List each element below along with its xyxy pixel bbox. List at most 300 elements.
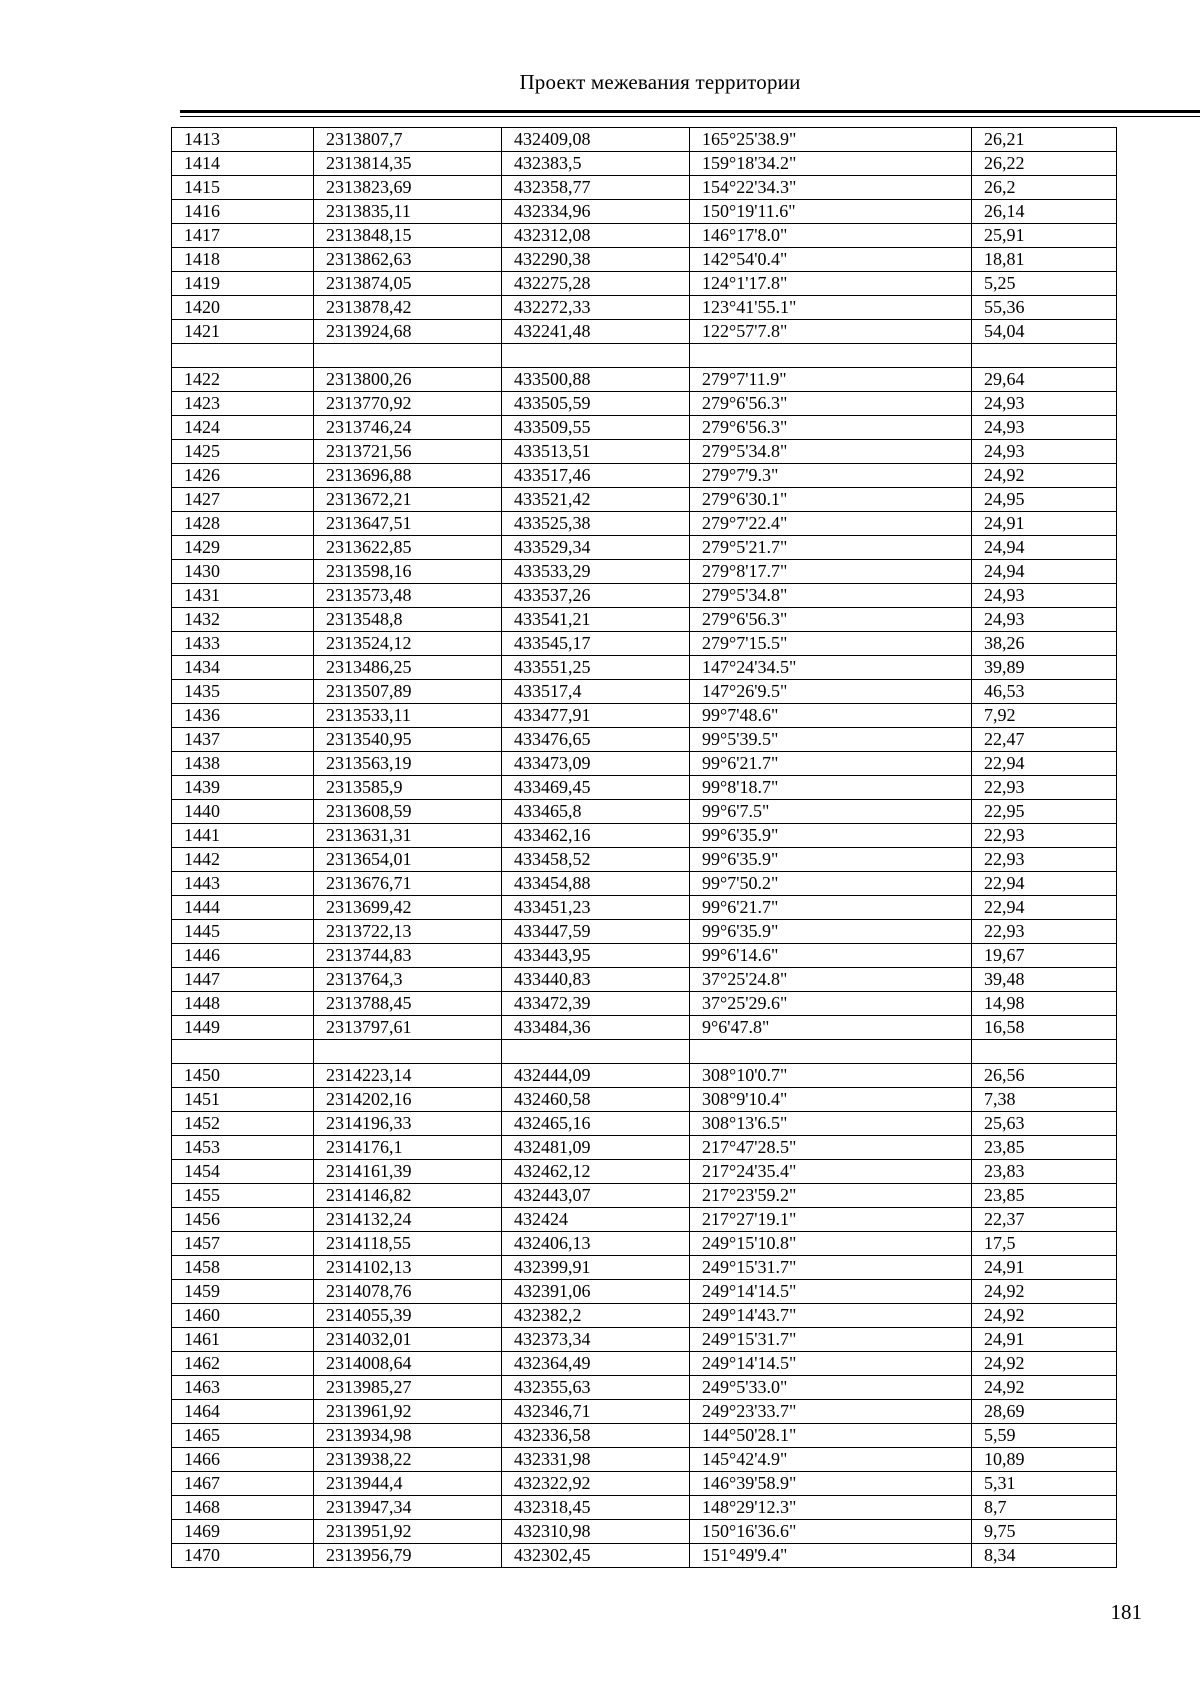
point-number-cell: 1434	[172, 656, 314, 680]
x-coordinate-cell	[314, 1040, 502, 1064]
distance-cell: 22,95	[972, 800, 1117, 824]
y-coordinate-cell: 432290,38	[502, 248, 690, 272]
direction-angle-cell: 249°23'33.7"	[690, 1400, 972, 1424]
table-row	[172, 440, 1117, 464]
table-row	[172, 800, 1117, 824]
point-number-cell: 1453	[172, 1136, 314, 1160]
table-separator-row	[172, 1040, 1117, 1064]
direction-angle-cell: 249°15'10.8"	[690, 1232, 972, 1256]
distance-cell: 7,92	[972, 704, 1117, 728]
x-coordinate-cell: 2313721,56	[314, 440, 502, 464]
table-separator-row	[172, 344, 1117, 368]
x-coordinate-cell: 2314032,01	[314, 1328, 502, 1352]
x-coordinate-cell: 2313699,42	[314, 896, 502, 920]
point-number-cell: 1437	[172, 728, 314, 752]
x-coordinate-cell: 2313540,95	[314, 728, 502, 752]
y-coordinate-cell: 432331,98	[502, 1448, 690, 1472]
y-coordinate-cell: 433472,39	[502, 992, 690, 1016]
table-row	[172, 1232, 1117, 1256]
direction-angle-cell: 146°17'8.0"	[690, 224, 972, 248]
y-coordinate-cell: 433451,23	[502, 896, 690, 920]
table-row	[172, 128, 1117, 152]
direction-angle-cell: 99°6'21.7"	[690, 896, 972, 920]
point-number-cell: 1425	[172, 440, 314, 464]
x-coordinate-cell: 2313947,34	[314, 1496, 502, 1520]
x-coordinate-cell: 2313631,31	[314, 824, 502, 848]
x-coordinate-cell: 2313573,48	[314, 584, 502, 608]
point-number-cell: 1430	[172, 560, 314, 584]
x-coordinate-cell: 2313524,12	[314, 632, 502, 656]
point-number-cell: 1436	[172, 704, 314, 728]
distance-cell: 26,56	[972, 1064, 1117, 1088]
point-number-cell: 1457	[172, 1232, 314, 1256]
table-row	[172, 1184, 1117, 1208]
distance-cell: 24,93	[972, 416, 1117, 440]
table-row	[172, 680, 1117, 704]
table-row	[172, 1280, 1117, 1304]
table-row	[172, 872, 1117, 896]
table-row	[172, 824, 1117, 848]
y-coordinate-cell: 433484,36	[502, 1016, 690, 1040]
y-coordinate-cell: 432322,92	[502, 1472, 690, 1496]
y-coordinate-cell: 433505,59	[502, 392, 690, 416]
direction-angle-cell: 144°50'28.1"	[690, 1424, 972, 1448]
direction-angle-cell: 150°16'36.6"	[690, 1520, 972, 1544]
table-row	[172, 1136, 1117, 1160]
y-coordinate-cell: 433537,26	[502, 584, 690, 608]
x-coordinate-cell: 2313744,83	[314, 944, 502, 968]
y-coordinate-cell: 432346,71	[502, 1400, 690, 1424]
distance-cell: 22,93	[972, 776, 1117, 800]
distance-cell: 7,38	[972, 1088, 1117, 1112]
point-number-cell: 1466	[172, 1448, 314, 1472]
x-coordinate-cell: 2313548,8	[314, 608, 502, 632]
direction-angle-cell: 217°47'28.5"	[690, 1136, 972, 1160]
distance-cell: 22,93	[972, 920, 1117, 944]
y-coordinate-cell: 432406,13	[502, 1232, 690, 1256]
point-number-cell: 1417	[172, 224, 314, 248]
point-number-cell: 1452	[172, 1112, 314, 1136]
table-row	[172, 560, 1117, 584]
y-coordinate-cell: 432383,5	[502, 152, 690, 176]
y-coordinate-cell: 432373,34	[502, 1328, 690, 1352]
y-coordinate-cell: 433529,34	[502, 536, 690, 560]
direction-angle-cell: 279°6'56.3"	[690, 392, 972, 416]
x-coordinate-cell: 2313622,85	[314, 536, 502, 560]
distance-cell: 25,63	[972, 1112, 1117, 1136]
direction-angle-cell: 123°41'55.1"	[690, 296, 972, 320]
point-number-cell: 1431	[172, 584, 314, 608]
point-number-cell: 1461	[172, 1328, 314, 1352]
direction-angle-cell: 147°24'34.5"	[690, 656, 972, 680]
distance-cell: 24,93	[972, 440, 1117, 464]
direction-angle-cell: 99°7'50.2"	[690, 872, 972, 896]
y-coordinate-cell: 432310,98	[502, 1520, 690, 1544]
x-coordinate-cell: 2313924,68	[314, 320, 502, 344]
distance-cell: 55,36	[972, 296, 1117, 320]
x-coordinate-cell	[314, 344, 502, 368]
x-coordinate-cell: 2314176,1	[314, 1136, 502, 1160]
distance-cell: 19,67	[972, 944, 1117, 968]
distance-cell: 18,81	[972, 248, 1117, 272]
distance-cell: 24,92	[972, 1376, 1117, 1400]
distance-cell: 24,91	[972, 1328, 1117, 1352]
direction-angle-cell: 146°39'58.9"	[690, 1472, 972, 1496]
point-number-cell: 1443	[172, 872, 314, 896]
distance-cell: 22,93	[972, 848, 1117, 872]
point-number-cell: 1422	[172, 368, 314, 392]
y-coordinate-cell: 433533,29	[502, 560, 690, 584]
point-number-cell: 1446	[172, 944, 314, 968]
table-row	[172, 1352, 1117, 1376]
table-row	[172, 992, 1117, 1016]
table-row	[172, 1016, 1117, 1040]
distance-cell: 10,89	[972, 1448, 1117, 1472]
y-coordinate-cell: 432364,49	[502, 1352, 690, 1376]
direction-angle-cell: 308°9'10.4"	[690, 1088, 972, 1112]
direction-angle-cell: 154°22'34.3"	[690, 176, 972, 200]
table-row	[172, 224, 1117, 248]
x-coordinate-cell: 2313788,45	[314, 992, 502, 1016]
point-number-cell: 1414	[172, 152, 314, 176]
distance-cell: 39,89	[972, 656, 1117, 680]
direction-angle-cell: 279°8'17.7"	[690, 560, 972, 584]
direction-angle-cell: 249°14'14.5"	[690, 1352, 972, 1376]
point-number-cell: 1435	[172, 680, 314, 704]
y-coordinate-cell: 432460,58	[502, 1088, 690, 1112]
point-number-cell: 1442	[172, 848, 314, 872]
table-row	[172, 536, 1117, 560]
y-coordinate-cell: 432399,91	[502, 1256, 690, 1280]
point-number-cell: 1413	[172, 128, 314, 152]
direction-angle-cell: 99°6'14.6"	[690, 944, 972, 968]
table-row	[172, 632, 1117, 656]
point-number-cell: 1459	[172, 1280, 314, 1304]
table-row	[172, 296, 1117, 320]
distance-cell: 26,21	[972, 128, 1117, 152]
distance-cell: 25,91	[972, 224, 1117, 248]
table-row	[172, 776, 1117, 800]
direction-angle-cell: 37°25'29.6"	[690, 992, 972, 1016]
point-number-cell: 1447	[172, 968, 314, 992]
direction-angle-cell: 124°1'17.8"	[690, 272, 972, 296]
x-coordinate-cell: 2313696,88	[314, 464, 502, 488]
x-coordinate-cell: 2313486,25	[314, 656, 502, 680]
y-coordinate-cell: 433440,83	[502, 968, 690, 992]
direction-angle-cell: 99°6'35.9"	[690, 848, 972, 872]
table-row	[172, 848, 1117, 872]
x-coordinate-cell: 2313647,51	[314, 512, 502, 536]
distance-cell: 24,91	[972, 512, 1117, 536]
x-coordinate-cell: 2313848,15	[314, 224, 502, 248]
table-row	[172, 920, 1117, 944]
point-number-cell: 1450	[172, 1064, 314, 1088]
point-number-cell: 1454	[172, 1160, 314, 1184]
table-row	[172, 152, 1117, 176]
distance-cell: 22,47	[972, 728, 1117, 752]
direction-angle-cell: 249°14'43.7"	[690, 1304, 972, 1328]
direction-angle-cell: 249°15'31.7"	[690, 1328, 972, 1352]
table-row	[172, 488, 1117, 512]
direction-angle-cell: 279°6'30.1"	[690, 488, 972, 512]
x-coordinate-cell: 2314008,64	[314, 1352, 502, 1376]
distance-cell: 24,93	[972, 392, 1117, 416]
point-number-cell: 1465	[172, 1424, 314, 1448]
y-coordinate-cell	[502, 344, 690, 368]
table-row	[172, 272, 1117, 296]
distance-cell: 26,22	[972, 152, 1117, 176]
table-row	[172, 968, 1117, 992]
table-row	[172, 368, 1117, 392]
direction-angle-cell: 122°57'7.8"	[690, 320, 972, 344]
direction-angle-cell: 279°7'11.9"	[690, 368, 972, 392]
direction-angle-cell: 279°6'56.3"	[690, 608, 972, 632]
point-number-cell: 1423	[172, 392, 314, 416]
x-coordinate-cell: 2314055,39	[314, 1304, 502, 1328]
table-row	[172, 584, 1117, 608]
x-coordinate-cell: 2313797,61	[314, 1016, 502, 1040]
x-coordinate-cell: 2314223,14	[314, 1064, 502, 1088]
direction-angle-cell: 99°6'7.5"	[690, 800, 972, 824]
table-row	[172, 248, 1117, 272]
distance-cell: 9,75	[972, 1520, 1117, 1544]
table-row	[172, 656, 1117, 680]
point-number-cell: 1448	[172, 992, 314, 1016]
distance-cell: 23,85	[972, 1136, 1117, 1160]
point-number-cell: 1468	[172, 1496, 314, 1520]
point-number-cell: 1438	[172, 752, 314, 776]
coordinates-table	[171, 127, 1117, 1568]
header-rule-thin	[180, 116, 1200, 117]
y-coordinate-cell: 432444,09	[502, 1064, 690, 1088]
x-coordinate-cell: 2313934,98	[314, 1424, 502, 1448]
x-coordinate-cell: 2313862,63	[314, 248, 502, 272]
x-coordinate-cell: 2313823,69	[314, 176, 502, 200]
table-row	[172, 1208, 1117, 1232]
direction-angle-cell: 99°7'48.6"	[690, 704, 972, 728]
table-row	[172, 1256, 1117, 1280]
point-number-cell: 1420	[172, 296, 314, 320]
direction-angle-cell: 99°6'35.9"	[690, 824, 972, 848]
direction-angle-cell: 99°5'39.5"	[690, 728, 972, 752]
distance-cell: 8,7	[972, 1496, 1117, 1520]
coordinates-table-body	[172, 128, 1117, 1568]
table-row	[172, 728, 1117, 752]
distance-cell: 23,83	[972, 1160, 1117, 1184]
x-coordinate-cell: 2313563,19	[314, 752, 502, 776]
table-row	[172, 1064, 1117, 1088]
table-row	[172, 704, 1117, 728]
distance-cell: 5,59	[972, 1424, 1117, 1448]
y-coordinate-cell: 432465,16	[502, 1112, 690, 1136]
distance-cell: 22,94	[972, 872, 1117, 896]
y-coordinate-cell: 433551,25	[502, 656, 690, 680]
y-coordinate-cell: 433465,8	[502, 800, 690, 824]
y-coordinate-cell: 432318,45	[502, 1496, 690, 1520]
direction-angle-cell: 308°10'0.7"	[690, 1064, 972, 1088]
distance-cell: 22,94	[972, 752, 1117, 776]
x-coordinate-cell: 2313807,7	[314, 128, 502, 152]
x-coordinate-cell: 2313814,35	[314, 152, 502, 176]
x-coordinate-cell: 2314202,16	[314, 1088, 502, 1112]
table-row	[172, 1520, 1117, 1544]
y-coordinate-cell: 433500,88	[502, 368, 690, 392]
y-coordinate-cell: 433458,52	[502, 848, 690, 872]
y-coordinate-cell: 432443,07	[502, 1184, 690, 1208]
point-number-cell: 1469	[172, 1520, 314, 1544]
table-row	[172, 944, 1117, 968]
y-coordinate-cell: 433477,91	[502, 704, 690, 728]
table-row	[172, 752, 1117, 776]
x-coordinate-cell: 2313835,11	[314, 200, 502, 224]
point-number-cell: 1428	[172, 512, 314, 536]
distance-cell: 28,69	[972, 1400, 1117, 1424]
distance-cell: 46,53	[972, 680, 1117, 704]
x-coordinate-cell: 2313585,9	[314, 776, 502, 800]
table-row	[172, 1160, 1117, 1184]
x-coordinate-cell: 2313672,21	[314, 488, 502, 512]
x-coordinate-cell: 2313507,89	[314, 680, 502, 704]
table-row	[172, 320, 1117, 344]
distance-cell: 17,5	[972, 1232, 1117, 1256]
y-coordinate-cell: 432334,96	[502, 200, 690, 224]
point-number-cell: 1458	[172, 1256, 314, 1280]
distance-cell: 14,98	[972, 992, 1117, 1016]
point-number-cell: 1426	[172, 464, 314, 488]
distance-cell: 23,85	[972, 1184, 1117, 1208]
point-number-cell: 1462	[172, 1352, 314, 1376]
direction-angle-cell: 9°6'47.8"	[690, 1016, 972, 1040]
table-row	[172, 608, 1117, 632]
point-number-cell: 1449	[172, 1016, 314, 1040]
y-coordinate-cell: 432424	[502, 1208, 690, 1232]
point-number-cell: 1455	[172, 1184, 314, 1208]
distance-cell	[972, 344, 1117, 368]
y-coordinate-cell: 433521,42	[502, 488, 690, 512]
table-row	[172, 392, 1117, 416]
y-coordinate-cell: 433545,17	[502, 632, 690, 656]
distance-cell: 54,04	[972, 320, 1117, 344]
point-number-cell: 1464	[172, 1400, 314, 1424]
direction-angle-cell: 165°25'38.9"	[690, 128, 972, 152]
point-number-cell: 1444	[172, 896, 314, 920]
page-header-title: Проект межевания территории	[519, 70, 801, 94]
y-coordinate-cell: 432391,06	[502, 1280, 690, 1304]
distance-cell: 39,48	[972, 968, 1117, 992]
x-coordinate-cell: 2314146,82	[314, 1184, 502, 1208]
direction-angle-cell: 217°27'19.1"	[690, 1208, 972, 1232]
direction-angle-cell: 99°6'35.9"	[690, 920, 972, 944]
direction-angle-cell: 217°23'59.2"	[690, 1184, 972, 1208]
y-coordinate-cell: 432409,08	[502, 128, 690, 152]
header-rule-thick	[180, 110, 1200, 113]
distance-cell: 24,91	[972, 1256, 1117, 1280]
distance-cell: 24,93	[972, 608, 1117, 632]
point-number-cell: 1439	[172, 776, 314, 800]
table-row	[172, 176, 1117, 200]
direction-angle-cell: 217°24'35.4"	[690, 1160, 972, 1184]
y-coordinate-cell: 433447,59	[502, 920, 690, 944]
distance-cell: 24,92	[972, 1304, 1117, 1328]
direction-angle-cell: 150°19'11.6"	[690, 200, 972, 224]
direction-angle-cell: 147°26'9.5"	[690, 680, 972, 704]
point-number-cell: 1427	[172, 488, 314, 512]
direction-angle-cell: 279°7'9.3"	[690, 464, 972, 488]
x-coordinate-cell: 2313961,92	[314, 1400, 502, 1424]
point-number-cell: 1421	[172, 320, 314, 344]
distance-cell: 38,26	[972, 632, 1117, 656]
point-number-cell: 1445	[172, 920, 314, 944]
x-coordinate-cell: 2313654,01	[314, 848, 502, 872]
y-coordinate-cell: 433509,55	[502, 416, 690, 440]
x-coordinate-cell: 2313878,42	[314, 296, 502, 320]
direction-angle-cell: 249°15'31.7"	[690, 1256, 972, 1280]
direction-angle-cell	[690, 1040, 972, 1064]
distance-cell: 22,37	[972, 1208, 1117, 1232]
y-coordinate-cell	[502, 1040, 690, 1064]
direction-angle-cell: 279°7'22.4"	[690, 512, 972, 536]
direction-angle-cell: 308°13'6.5"	[690, 1112, 972, 1136]
point-number-cell: 1460	[172, 1304, 314, 1328]
table-row	[172, 1088, 1117, 1112]
distance-cell: 24,92	[972, 464, 1117, 488]
direction-angle-cell: 249°14'14.5"	[690, 1280, 972, 1304]
point-number-cell: 1415	[172, 176, 314, 200]
direction-angle-cell: 37°25'24.8"	[690, 968, 972, 992]
x-coordinate-cell: 2313764,3	[314, 968, 502, 992]
page-number: 181	[1110, 1600, 1142, 1624]
distance-cell: 24,92	[972, 1280, 1117, 1304]
point-number-cell: 1440	[172, 800, 314, 824]
y-coordinate-cell: 432382,2	[502, 1304, 690, 1328]
table-row	[172, 1544, 1117, 1568]
y-coordinate-cell: 433473,09	[502, 752, 690, 776]
y-coordinate-cell: 432336,58	[502, 1424, 690, 1448]
distance-cell: 16,58	[972, 1016, 1117, 1040]
point-number-cell: 1451	[172, 1088, 314, 1112]
table-row	[172, 1112, 1117, 1136]
x-coordinate-cell: 2313951,92	[314, 1520, 502, 1544]
point-number-cell: 1441	[172, 824, 314, 848]
x-coordinate-cell: 2313533,11	[314, 704, 502, 728]
distance-cell: 24,92	[972, 1352, 1117, 1376]
x-coordinate-cell: 2314161,39	[314, 1160, 502, 1184]
direction-angle-cell: 279°5'21.7"	[690, 536, 972, 560]
table-row	[172, 512, 1117, 536]
point-number-cell: 1467	[172, 1472, 314, 1496]
point-number-cell: 1429	[172, 536, 314, 560]
y-coordinate-cell: 433443,95	[502, 944, 690, 968]
table-row	[172, 1304, 1117, 1328]
direction-angle-cell: 279°6'56.3"	[690, 416, 972, 440]
distance-cell: 5,25	[972, 272, 1117, 296]
distance-cell: 22,93	[972, 824, 1117, 848]
table-row	[172, 1400, 1117, 1424]
distance-cell	[972, 1040, 1117, 1064]
direction-angle-cell: 148°29'12.3"	[690, 1496, 972, 1520]
x-coordinate-cell: 2314102,13	[314, 1256, 502, 1280]
x-coordinate-cell: 2313746,24	[314, 416, 502, 440]
x-coordinate-cell: 2314196,33	[314, 1112, 502, 1136]
distance-cell: 24,94	[972, 536, 1117, 560]
y-coordinate-cell: 433513,51	[502, 440, 690, 464]
y-coordinate-cell: 433541,21	[502, 608, 690, 632]
point-number-cell: 1424	[172, 416, 314, 440]
table-row	[172, 1496, 1117, 1520]
direction-angle-cell	[690, 344, 972, 368]
y-coordinate-cell: 433525,38	[502, 512, 690, 536]
direction-angle-cell: 279°5'34.8"	[690, 440, 972, 464]
